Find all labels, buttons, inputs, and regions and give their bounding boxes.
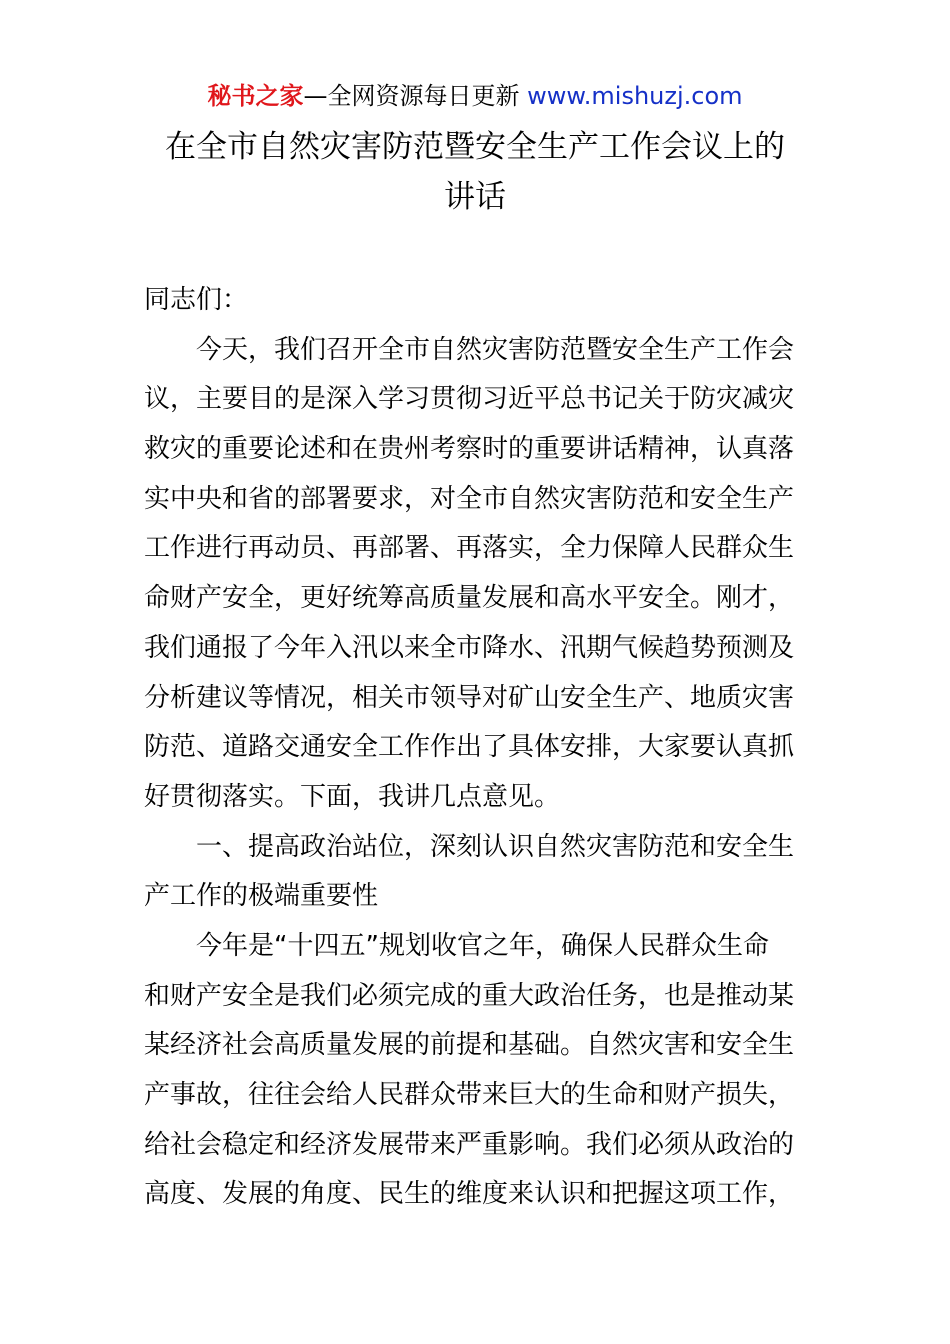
body-line: 和财产安全是我们必须完成的重大政治任务，也是推动某 [144, 980, 795, 1011]
site-url-link[interactable]: www.mishuzj.com [527, 82, 743, 110]
body-line: 实中央和省的部署要求，对全市自然灾害防范和安全生产 [144, 483, 795, 514]
body-line: 高度、发展的角度、民生的维度来认识和把握这项工作， [144, 1179, 795, 1210]
document-title [120, 122, 830, 222]
body-line: 好贯彻落实。下面，我讲几点意见。 [144, 781, 561, 812]
body-line: 分析建议等情况，相关市领导对矿山安全生产、地质灾害 [144, 682, 795, 713]
title-line-2: 讲话 [444, 179, 506, 215]
body-line: 救灾的重要论述和在贵州考察时的重要讲话精神，认真落 [144, 434, 795, 465]
body-line: 产事故，往往会给人民群众带来巨大的生命和财产损失， [144, 1080, 795, 1110]
document-body [144, 276, 814, 1220]
site-tagline: —全网资源每日更新 [303, 82, 528, 110]
section-heading-line: 产工作的极端重要性 [144, 881, 379, 912]
body-line: 某经济社会高质量发展的前提和基础。自然灾害和安全生 [144, 1030, 795, 1061]
body-line: 防范、道路交通安全工作作出了具体安排，大家要认真抓 [144, 732, 795, 763]
site-brand: 秘书之家 [207, 82, 304, 110]
body-line: 给社会稳定和经济发展带来严重影响。我们必须从政治的 [144, 1129, 795, 1160]
body-line: 工作进行再动员、再部署、再落实，全力保障人民群众生 [144, 533, 795, 564]
title-line-1: 在全市自然灾害防范暨安全生产工作会议上的 [165, 129, 785, 165]
body-line: 今年是“十四五”规划收官之年，确保人民群众生命 [196, 930, 769, 961]
body-line: 今天，我们召开全市自然灾害防范暨安全生产工作会 [196, 334, 795, 365]
site-header [0, 78, 950, 114]
body-line: 命财产安全，更好统筹高质量发展和高水平安全。刚才， [144, 583, 795, 614]
body-line: 议，主要目的是深入学习贯彻习近平总书记关于防灾减灾 [144, 384, 795, 415]
body-line: 我们通报了今年入汛以来全市降水、汛期气候趋势预测及 [144, 632, 795, 663]
salutation: 同志们： [144, 285, 249, 315]
section-heading-line: 一、提高政治站位，深刻认识自然灾害防范和安全生 [196, 831, 795, 862]
